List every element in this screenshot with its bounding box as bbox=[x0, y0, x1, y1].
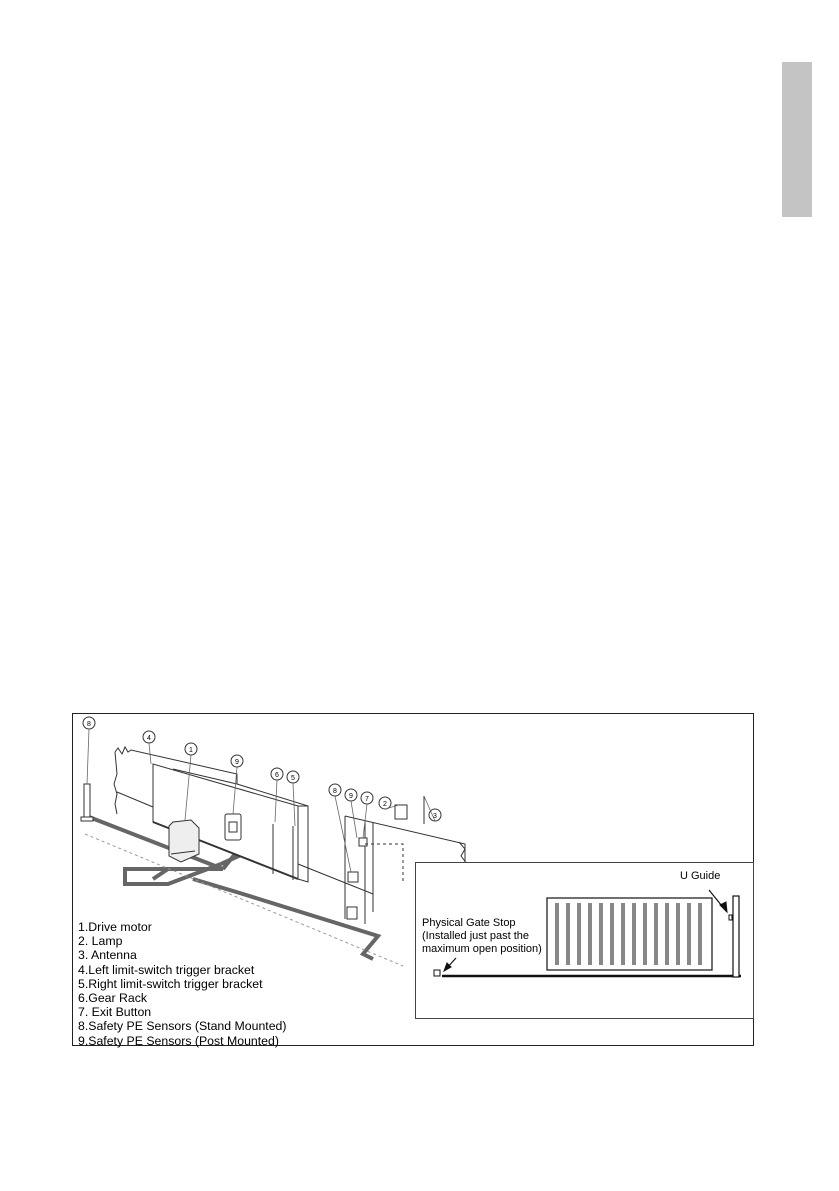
callout-7: 7 bbox=[365, 796, 369, 803]
callout-4: 4 bbox=[147, 735, 151, 742]
callout-9-post: 9 bbox=[349, 793, 353, 800]
gate-installation-figure bbox=[72, 713, 754, 1046]
callout-1: 1 bbox=[189, 747, 193, 754]
legend-item: 8.Safety PE Sensors (Stand Mounted) bbox=[78, 1019, 287, 1034]
callout-8-post: 8 bbox=[333, 788, 337, 795]
callout-9-motor: 9 bbox=[235, 759, 239, 766]
u-guide-label: U Guide bbox=[680, 870, 721, 882]
legend-item: 4.Left limit-switch trigger bracket bbox=[78, 962, 255, 977]
callout-5: 5 bbox=[291, 775, 295, 782]
gate-stop-label-line-3: maximum open position) bbox=[422, 943, 542, 955]
gate-stop-inset bbox=[415, 862, 754, 1019]
callout-2: 2 bbox=[383, 801, 387, 808]
gate-stop-label-line-2: (Installed just past the bbox=[422, 930, 530, 942]
callout-8-stand: 8 bbox=[87, 721, 91, 728]
legend-item: 6.Gear Rack bbox=[78, 991, 148, 1006]
legend-item: 3. Antenna bbox=[78, 948, 137, 963]
gate-stop-label-line-1: Physical Gate Stop bbox=[422, 917, 516, 929]
legend-item: 2. Lamp bbox=[78, 934, 123, 949]
callout-6: 6 bbox=[275, 772, 279, 779]
legend-item: 7. Exit Button bbox=[78, 1005, 152, 1020]
callout-3: 3 bbox=[433, 813, 437, 820]
legend-item: 1.Drive motor bbox=[78, 920, 152, 934]
legend-item: 9.Safety PE Sensors (Post Mounted) bbox=[78, 1033, 279, 1048]
component-legend bbox=[78, 920, 408, 1048]
legend-item: 5.Right limit-switch trigger bracket bbox=[78, 976, 263, 991]
section-tab-marker bbox=[782, 62, 812, 217]
